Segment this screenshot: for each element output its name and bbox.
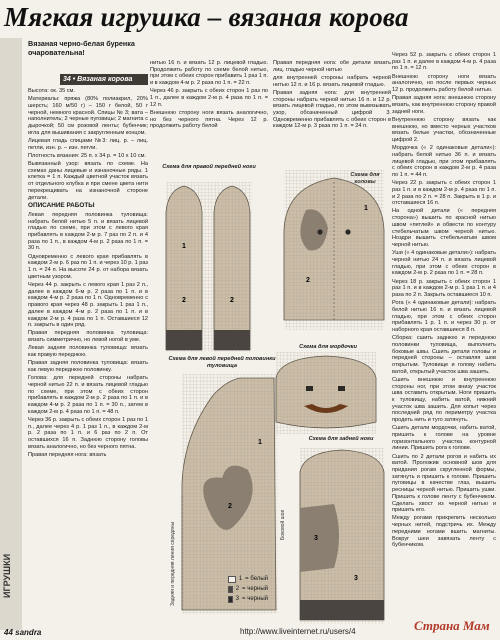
legend-num: 1 (238, 576, 243, 582)
side-band-text: ИГРУШКИ (2, 553, 12, 598)
paragraph: Голова: для передней стороны набрать черной нитью 22 п. и вязать лицевой гладью по схеме, при этом с обеих сторон прибавлять в каждом 2-м р. 2 раза по 1 п. и в каждом 4-м р. 2 раза по 1 п. = 30 п., затем в каждом 2-м р. 4 раза по 1 п. = 48 п. (28, 375, 148, 415)
eye-right (345, 229, 350, 234)
front-leg-marker-3: 2 (230, 297, 234, 304)
back-leg-hoof (300, 600, 384, 620)
page-footer (4, 628, 41, 637)
paragraph: Уши (« 4 одинаковые детали»): набрать черной нитью 24 п. и вязать лицевой гладью, при этом с обеих сторон в каждом 2-м р. 2 раза по 1 п. = 28 п. (392, 250, 496, 277)
chart-label-muzzle: Схема для мордочки (299, 344, 357, 350)
paragraph: Левая передняя половинка туловища: набрать белой нитью 5 п. и вязать лицевой гладью по схеме, при этом с левого края прибавлять в каждом 2-м р. 7 раз по 2 п. и 4 раза по 1 п., в каждом 4-м р. 2 раза по 1 п. = 30 п. (28, 211, 148, 252)
legend-num: 2 (235, 586, 240, 592)
paragraph: нитью 16 п. и вязать 12 р. лицевой гладью. Продолжить работу по схеме белой нитью, при этом с обеих сторон прибавить 1 раз 1 п. и в каждом 4-м р. 2 раза по 1 п. = 22 п. (150, 60, 268, 87)
paragraph: Высота: ок. 35 см. (28, 88, 75, 94)
paragraph: Правая задняя нога: внешнюю сторону вязать, как внутреннюю сторону правой задней ноги. (392, 95, 496, 115)
paragraph: Сшить внешнюю и внутреннюю стороны ног, при этом внизу участок шва оставить открытым. Ноги пришить к туловищу, набить ватой, нижний участок шва зашить. Для копыт через последний ряд по периметру участка продеть нить и туго затянуть. (392, 376, 496, 424)
legend-row (228, 574, 268, 584)
paragraph: Через 18 р. закрыть с обеих сторон 1 раз 1 п. и в каждом 2-м р. 1 раз 1 п. и 4 раза по 2 п. Закрыть оставшиеся 10 п. (392, 278, 496, 298)
front-leg-chart (164, 182, 254, 352)
paragraph: Через 52 р. закрыть с обеих сторон 1 раз 1 п. и далее в каждом 4-м р. 4 раза по 1 п. = 12 п. (392, 52, 496, 72)
nostril-left (306, 386, 313, 391)
legend-row (228, 584, 268, 594)
body-marker-2: 2 (228, 503, 232, 510)
page-title: Мягкая игрушка – вязаная корова (4, 2, 409, 32)
paragraph: Плотность вязания: 25 п. х 34 р. = 10 х 10 см. (28, 152, 147, 159)
nostril-right (338, 386, 345, 391)
head-marker-2: 2 (306, 277, 310, 284)
watermark: Страна Мам (414, 618, 490, 633)
back-leg-chart (294, 448, 390, 624)
paragraph: Правая задняя нога: для внутренней стороны набрать черной нитью 16 п. и 12 р. вязать лицевой гладью, по этом вывязывать узор, обозначенный цифрой 3. Одновременно прибавлять с обеих сторон в каждом 12-м р. 3 раза по 1 п. = 24 п. (273, 89, 391, 130)
chart-label-back-leg: Схема для задней ноги (308, 436, 374, 442)
paragraph: Правая задняя половинка туловища: вязать как левую переднюю половинку. (28, 360, 148, 373)
legend-label: = черный (242, 596, 268, 602)
paragraph: Через 36 р. закрыть с обеих сторон 1 раз по 1 п., далее через 4 р. 1 раз 1 п., в каждом 2-м р. 2 раза по 1 п. и 6 раз по 2 п. От оставшихся 16 п. Заднюю сторону головы вязать аналогично, но без черного пятна. (28, 416, 148, 450)
front-leg-marker-2: 2 (182, 297, 186, 304)
back-leg-marker-3b: 3 (354, 575, 358, 582)
paragraph: Правая передняя нога: обе детали вязать лиц. гладью черной нитью (273, 60, 391, 73)
body-marker-1: 1 (258, 439, 262, 446)
legend-swatch (228, 596, 233, 603)
paragraph: Через 44 р. закрыть с левого края 1 раз 2 п., далее в каждом 6-м р. 2 раза по 1 п. и в каждом 4-м р. 2 раза по 1 п. Одновременно с правого края через 48 р. закрыть 1 раз 1 п., далее в каждом 4-м р. 2 раза по 1 п. и в каждом 2-м р. 4 раза по 1 п. Оставшиеся 12 п. закрыть в один ряд. (28, 281, 148, 329)
paragraph: Внешнюю сторону ноги вязать аналогично, но без черного пятна. Через 12 р. продолжить работу белой (150, 109, 268, 130)
paragraph: Внешнюю сторону ноги вязать аналогично, но после первых черных 12 р. продолжить работу белой нитью. (392, 73, 496, 94)
source-url[interactable]: http://www.liveinternet.ru/users/4 (240, 627, 356, 636)
legend-label: = черный (242, 586, 268, 592)
back-leg-spot (300, 504, 339, 572)
front-leg-hoof-left (166, 330, 202, 350)
paragraph: Правая передняя нога: вязать (28, 451, 107, 458)
paragraph: Через 46 р. закрыть с обеих сторон 1 раз по 1 п., далее в каждом 2-м р. 4 раза по 1 п. = 12 п. (150, 88, 268, 108)
chart-legend (228, 574, 268, 604)
legend-label: = белый (245, 576, 268, 582)
paragraph: Рога (« 4 одинаковые детали): набрать белой нитью 16 п. и вязать лицевой гладью, при этом с обеих сторон прибавлять 1 р. 1 п. и через 30 р. от наборного края оставшиеся 8 п. (392, 300, 496, 333)
paragraph: Одновременно с левого края прибавлять в каждом 2-м р. 6 раз по 1 п. и через 10 р. 1 раз 1 п. = 24 п. На высоте 24 р. от набора вязать цветным узором. (28, 253, 148, 280)
paragraph: Сшить по 2 детали рогов и набить их ватой. Проложив основной шов для придания рогам скругленной формы, затянуть и пришить к голове. Пришить пуговицы в качестве глаз, вышить ресницы черной нитью. Пришить ушки. Пришить к голове ленту с бубенчиком. Сделать хвост из черной нитью и пришить его. (392, 453, 496, 514)
subtitle: Вязаная черно-белая буренка очаровательна! (28, 39, 135, 57)
paragraph: Внутреннюю сторону вязать как внешнюю, но вместо черных участков вязать белые участки, обозначенные цифрой 2. (392, 116, 496, 143)
front-leg-marker-1: 1 (182, 243, 186, 250)
text-column-1 (28, 88, 148, 626)
paragraph: Левая задняя половинка туловища: вязать как правую переднюю. (28, 345, 148, 359)
legend-num: 3 (235, 596, 240, 602)
text-column-4 (392, 52, 496, 612)
paragraph: Вывязанный узор: вязать по схеме. На схемах даны лицевые и изнаночные ряды. 1 клетка = 1 п. Каждый цветной участок вязать от отдельного клубка и при смене цвета нити перекрещивать на изнаночной стороне детали. (28, 161, 148, 201)
chart-label-front-leg: Схема для правой передней ноги (162, 164, 256, 170)
paragraph: Между рогами прикрепить несколько черных нитей, подстричь их. Между передними ногами вшить магниты. Вокруг шеи завязать ленту с бубенчиком. (392, 515, 496, 549)
head-marker-1: 1 (364, 205, 368, 212)
head-chart (276, 170, 394, 330)
paragraph: На одной детали (« передняя сторона») вышить по красной нитью швом «петлей» и обвести по контуру стебельчатым швом черной нитью. Ноздри вышить стебельчатым швом черной нитью. (392, 208, 496, 248)
legend-swatch (228, 586, 233, 593)
text-column-3 (273, 60, 391, 170)
back-leg-marker-3a: 3 (314, 535, 318, 542)
text-column-2 (150, 60, 268, 162)
paragraph: Сборка: сшить заднюю и переднюю половинки туловища, выполнить боковые швы. Сшить детали головы и передней стороны – оставляя шов открытым. Туловище и голову набить ватой, открытый участок шва зашить. (392, 335, 496, 375)
section-badge: 34 • Вязаная корова (60, 74, 148, 85)
note-side-seam: Боковой шов (280, 509, 286, 540)
paragraph: ОПИСАНИЕ РАБОТЫ (28, 202, 95, 210)
paragraph: Мордочка (« 2 одинаковые детали»): набрать белой нитью 36 п. и вязать лицевой гладью, при этом прибавлять с обеих сторон в каждом 2-м р. 4 раза по 1 п. = 44 п. (392, 145, 496, 178)
paragraph: для внутренней стороны набрать черной нитью 12 п. и 16 р. вязать лицевой гладью. (273, 74, 391, 88)
chart-label-body: Схема для левой передней половинки туловища (168, 356, 276, 369)
brand-name: sandra (15, 628, 42, 637)
legend-swatch (228, 576, 236, 583)
page-number: 44 (4, 628, 13, 637)
paragraph: Лицевая гладь спицами №3: лиц. р. – лиц. петли, изн. р. – изн. петли. (28, 137, 148, 151)
paragraph: Сшить детали мордочки, набить ватой, пришить к голове на уровне горизонтального участка контурной линии. Пришить рога к голове. (392, 425, 496, 452)
paragraph: Через 22 р. закрыть с обеих сторон 1 раз 1 п. и в каждом 2-м р. 4 раза по 1 п. и 2 раза по 2 п. = 28 п. Закрыть в 1 р. и отставшиеся 16 п. (392, 180, 496, 207)
legend-row (228, 594, 268, 604)
note-body-midline: Задняя и передняя линия середины (170, 521, 176, 606)
paragraph: Правая передняя половинка туловища: вязать симметрично, но левой ногой в уме. (28, 330, 148, 344)
side-band (0, 38, 22, 630)
eye-left (317, 229, 322, 234)
paragraph: Материалы: пряжа (80% полиакрил, 20% шерсть; 160 м/50 г) – 150 г белой, 50 г черной, немного красной. Спицы № 3; вата – наполнитель; 2 черные пуговицы; 2 магнита с дырочкой; 50 см розовой ленты; бубенчик; игла для вышивания с закругленным концом. (28, 96, 148, 136)
front-leg-hoof-right (214, 330, 250, 350)
